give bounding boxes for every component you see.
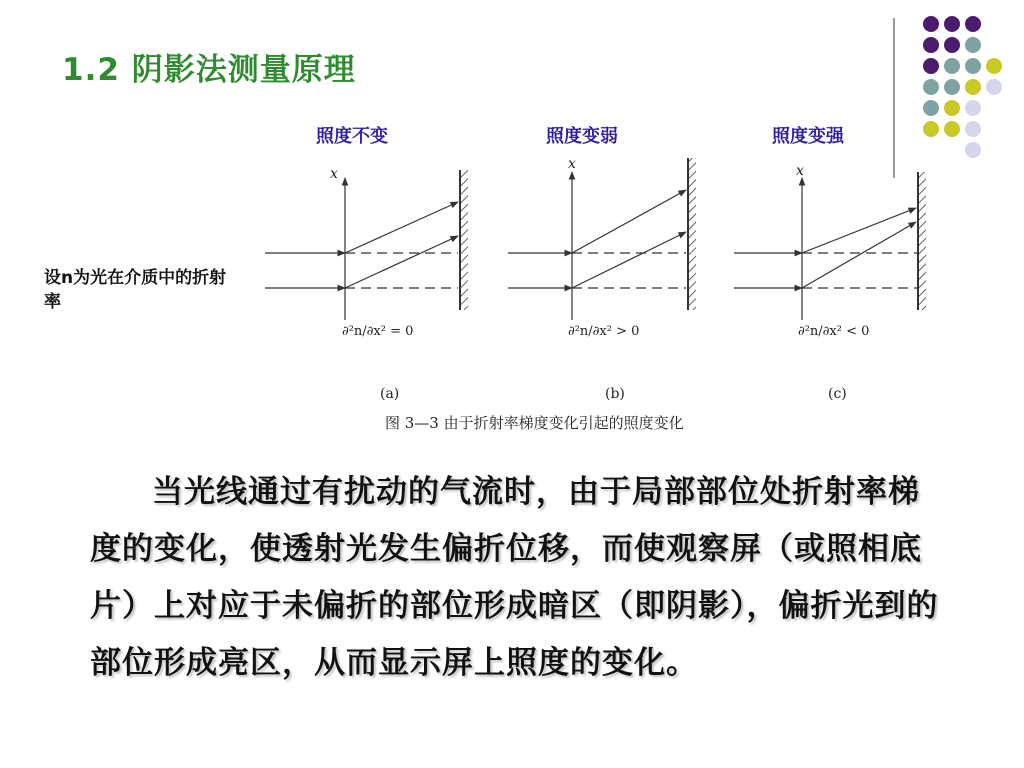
decor-dot <box>923 58 939 74</box>
decor-dot <box>944 100 960 116</box>
axis-x-label-c: x <box>796 163 804 179</box>
decor-dot <box>965 58 981 74</box>
decor-dot <box>923 121 939 137</box>
formula-b: ∂²n/∂x² > 0 <box>568 324 640 339</box>
refractive-index-note: 设n为光在介质中的折射率 <box>44 268 227 312</box>
decor-dot <box>965 100 981 116</box>
body-paragraph <box>90 464 940 692</box>
decor-dot <box>965 37 981 53</box>
formula-c: ∂²n/∂x² < 0 <box>798 324 870 339</box>
label-illuminance-weaker: 照度变弱 <box>546 126 618 147</box>
decor-dot <box>965 142 981 158</box>
axis-x-label-b: x <box>568 156 576 172</box>
formula-a: ∂²n/∂x² = 0 <box>342 324 414 339</box>
decor-dot <box>923 37 939 53</box>
decor-dot <box>986 58 1002 74</box>
decor-dot <box>944 58 960 74</box>
figure-caption: 图 3—3 由于折射率梯度变化引起的照度变化 <box>385 414 684 432</box>
decor-dot <box>965 79 981 95</box>
sublabel-b: (b) <box>605 386 625 402</box>
label-illuminance-stronger: 照度变强 <box>772 126 844 147</box>
sublabel-c: (c) <box>828 386 847 402</box>
decor-dot <box>923 79 939 95</box>
panel-b <box>508 156 696 402</box>
decor-dot <box>923 100 939 116</box>
decor-dot <box>944 79 960 95</box>
slide-title: 1.2 阴影法测量原理 <box>62 52 356 88</box>
decor-dot <box>965 121 981 137</box>
decor-dot <box>944 16 960 32</box>
body-text: 当光线通过有扰动的气流时，由于局部部位处折射率梯度的变化，使透射光发生偏折位移，而使观察屏（或照相底片）上对应于未偏折的部位形成暗区（即阴影），偏折光到的部位形成亮区，从而显示屏上照度的变化。 <box>90 474 939 681</box>
shadowgraph-figure <box>250 150 950 450</box>
panel-c <box>734 163 926 402</box>
panel-a <box>265 166 468 402</box>
decor-dot <box>923 16 939 32</box>
axis-x-label-a: x <box>330 166 338 182</box>
label-illuminance-unchanged: 照度不变 <box>316 126 388 147</box>
decor-dot <box>944 121 960 137</box>
decor-dot <box>965 16 981 32</box>
decor-dot <box>944 37 960 53</box>
decor-dot <box>986 79 1002 95</box>
sublabel-a: (a) <box>380 386 400 402</box>
